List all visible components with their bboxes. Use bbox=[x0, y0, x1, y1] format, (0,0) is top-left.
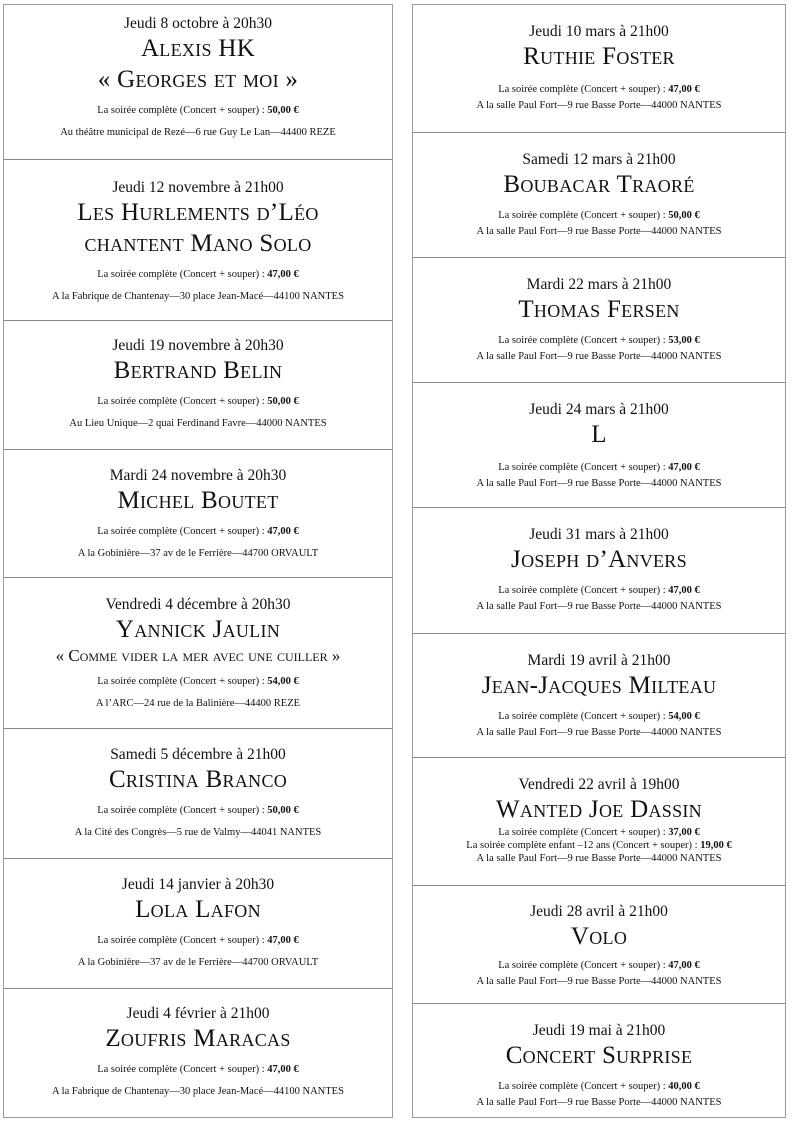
event-venue: A la salle Paul Fort—9 rue Basse Porte—44000 NANTES bbox=[476, 853, 722, 864]
event-venue: A la salle Paul Fort—9 rue Basse Porte—44000 NANTES bbox=[476, 100, 722, 111]
right-column bbox=[412, 4, 786, 1118]
event-artist: Les Hurlements d’Léo bbox=[77, 199, 319, 226]
event-artist: Wanted Joe Dassin bbox=[496, 796, 702, 823]
event-card bbox=[413, 5, 785, 133]
event-price: La soirée complète (Concert + souper) : 47,00 € bbox=[97, 526, 299, 537]
event-artist: Michel Boutet bbox=[117, 487, 279, 514]
event-price: La soirée complète (Concert + souper) : 53,00 € bbox=[498, 335, 700, 346]
event-card bbox=[4, 729, 392, 859]
event-date: Jeudi 12 novembre à 21h00 bbox=[112, 179, 284, 196]
event-card bbox=[413, 258, 785, 383]
event-artist-line2: chantent Mano Solo bbox=[84, 230, 312, 257]
event-artist: Bertrand Belin bbox=[113, 357, 283, 384]
event-venue: A la salle Paul Fort—9 rue Basse Porte—44000 NANTES bbox=[476, 351, 722, 362]
event-venue: A la Gobinière—37 av de le Ferrière—44700 ORVAULT bbox=[77, 548, 319, 559]
event-venue: A la salle Paul Fort—9 rue Basse Porte—44000 NANTES bbox=[476, 976, 722, 987]
event-date: Jeudi 28 avril à 21h00 bbox=[530, 903, 668, 920]
event-venue: A la Cité des Congrès—5 rue de Valmy—44041 NANTES bbox=[74, 827, 322, 838]
event-price: La soirée complète (Concert + souper) : 47,00 € bbox=[97, 1064, 299, 1075]
event-card bbox=[4, 578, 392, 729]
event-date: Jeudi 4 février à 21h00 bbox=[126, 1005, 270, 1022]
event-venue: Au Lieu Unique—2 quai Ferdinand Favre—44000 NANTES bbox=[69, 418, 327, 429]
event-price-child: La soirée complète enfant –12 ans (Concert + souper) : 19,00 € bbox=[466, 840, 732, 851]
event-subtitle: « Georges et moi » bbox=[97, 66, 299, 93]
event-artist: Cristina Branco bbox=[108, 766, 288, 793]
event-artist: Lola Lafon bbox=[135, 896, 261, 923]
event-price: La soirée complète (Concert + souper) : 47,00 € bbox=[97, 269, 299, 280]
event-price: La soirée complète (Concert + souper) : 54,00 € bbox=[97, 676, 299, 687]
event-artist: Volo bbox=[570, 923, 628, 950]
event-date: Samedi 5 décembre à 21h00 bbox=[110, 746, 286, 763]
event-venue: Au théâtre municipal de Rezé—6 rue Guy Le Lan—44400 REZE bbox=[60, 127, 336, 138]
event-price: La soirée complète (Concert + souper) : 50,00 € bbox=[97, 105, 299, 116]
event-date: Mardi 19 avril à 21h00 bbox=[527, 652, 671, 669]
event-price: La soirée complète (Concert + souper) : 37,00 € bbox=[498, 827, 700, 838]
event-date: Jeudi 24 mars à 21h00 bbox=[529, 401, 669, 418]
event-card bbox=[4, 5, 392, 160]
event-date: Vendredi 4 décembre à 20h30 bbox=[105, 596, 291, 613]
event-date: Jeudi 31 mars à 21h00 bbox=[529, 526, 669, 543]
event-price: La soirée complète (Concert + souper) : 50,00 € bbox=[498, 210, 700, 221]
event-card bbox=[413, 133, 785, 258]
event-date: Jeudi 10 mars à 21h00 bbox=[529, 23, 669, 40]
event-date: Vendredi 22 avril à 19h00 bbox=[518, 776, 680, 793]
event-venue: A la salle Paul Fort—9 rue Basse Porte—44000 NANTES bbox=[476, 601, 722, 612]
event-venue: A l’ARC—24 rue de la Balinière—44400 REZE bbox=[95, 698, 301, 709]
event-card bbox=[4, 859, 392, 989]
event-card bbox=[4, 160, 392, 321]
event-date: Mardi 24 novembre à 20h30 bbox=[109, 467, 287, 484]
event-date: Samedi 12 mars à 21h00 bbox=[522, 151, 676, 168]
event-artist: Yannick Jaulin bbox=[115, 616, 281, 643]
event-price: La soirée complète (Concert + souper) : 54,00 € bbox=[498, 711, 700, 722]
event-price: La soirée complète (Concert + souper) : 47,00 € bbox=[498, 462, 700, 473]
event-price: La soirée complète (Concert + souper) : 40,00 € bbox=[498, 1081, 700, 1092]
event-venue: A la Gobinière—37 av de le Ferrière—44700 ORVAULT bbox=[77, 957, 319, 968]
event-artist: Ruthie Foster bbox=[523, 43, 675, 70]
event-card bbox=[413, 758, 785, 886]
event-card bbox=[4, 321, 392, 450]
event-price: La soirée complète (Concert + souper) : 50,00 € bbox=[97, 396, 299, 407]
event-artist: Jean-Jacques Milteau bbox=[481, 672, 717, 699]
event-price: La soirée complète (Concert + souper) : 47,00 € bbox=[97, 935, 299, 946]
event-date: Jeudi 8 octobre à 20h30 bbox=[123, 15, 273, 32]
event-artist: L bbox=[591, 421, 607, 448]
event-date: Jeudi 14 janvier à 20h30 bbox=[121, 876, 275, 893]
event-card bbox=[413, 1004, 785, 1117]
left-column bbox=[3, 4, 393, 1118]
event-card bbox=[4, 989, 392, 1117]
event-card bbox=[4, 450, 392, 578]
event-card bbox=[413, 508, 785, 634]
event-artist: Zoufris Maracas bbox=[105, 1025, 291, 1052]
event-venue: A la salle Paul Fort—9 rue Basse Porte—44000 NANTES bbox=[476, 727, 722, 738]
event-price: La soirée complète (Concert + souper) : 47,00 € bbox=[498, 585, 700, 596]
event-subtitle: « Comme vider la mer avec une cuiller » bbox=[55, 646, 341, 665]
event-venue: A la Fabrique de Chantenay—30 place Jean-Macé—44100 NANTES bbox=[52, 291, 344, 302]
event-price: La soirée complète (Concert + souper) : 47,00 € bbox=[498, 84, 700, 95]
event-date: Jeudi 19 mai à 21h00 bbox=[532, 1022, 666, 1039]
event-card bbox=[413, 383, 785, 508]
event-venue: A la salle Paul Fort—9 rue Basse Porte—44000 NANTES bbox=[476, 478, 722, 489]
event-artist: Boubacar Traoré bbox=[503, 171, 695, 198]
event-card bbox=[413, 634, 785, 758]
event-artist: Alexis HK bbox=[140, 35, 256, 62]
event-price: La soirée complète (Concert + souper) : 47,00 € bbox=[498, 960, 700, 971]
event-price: La soirée complète (Concert + souper) : 50,00 € bbox=[97, 805, 299, 816]
event-artist: Thomas Fersen bbox=[518, 296, 680, 323]
event-venue: A la salle Paul Fort—9 rue Basse Porte—44000 NANTES bbox=[476, 1097, 722, 1108]
event-date: Mardi 22 mars à 21h00 bbox=[526, 276, 672, 293]
event-date: Jeudi 19 novembre à 20h30 bbox=[112, 337, 284, 354]
event-artist: Concert Surprise bbox=[505, 1042, 693, 1069]
event-card bbox=[413, 886, 785, 1004]
event-venue: A la Fabrique de Chantenay—30 place Jean-Macé—44100 NANTES bbox=[52, 1086, 344, 1097]
event-artist: Joseph d’Anvers bbox=[511, 546, 687, 573]
event-venue: A la salle Paul Fort—9 rue Basse Porte—44000 NANTES bbox=[476, 226, 722, 237]
